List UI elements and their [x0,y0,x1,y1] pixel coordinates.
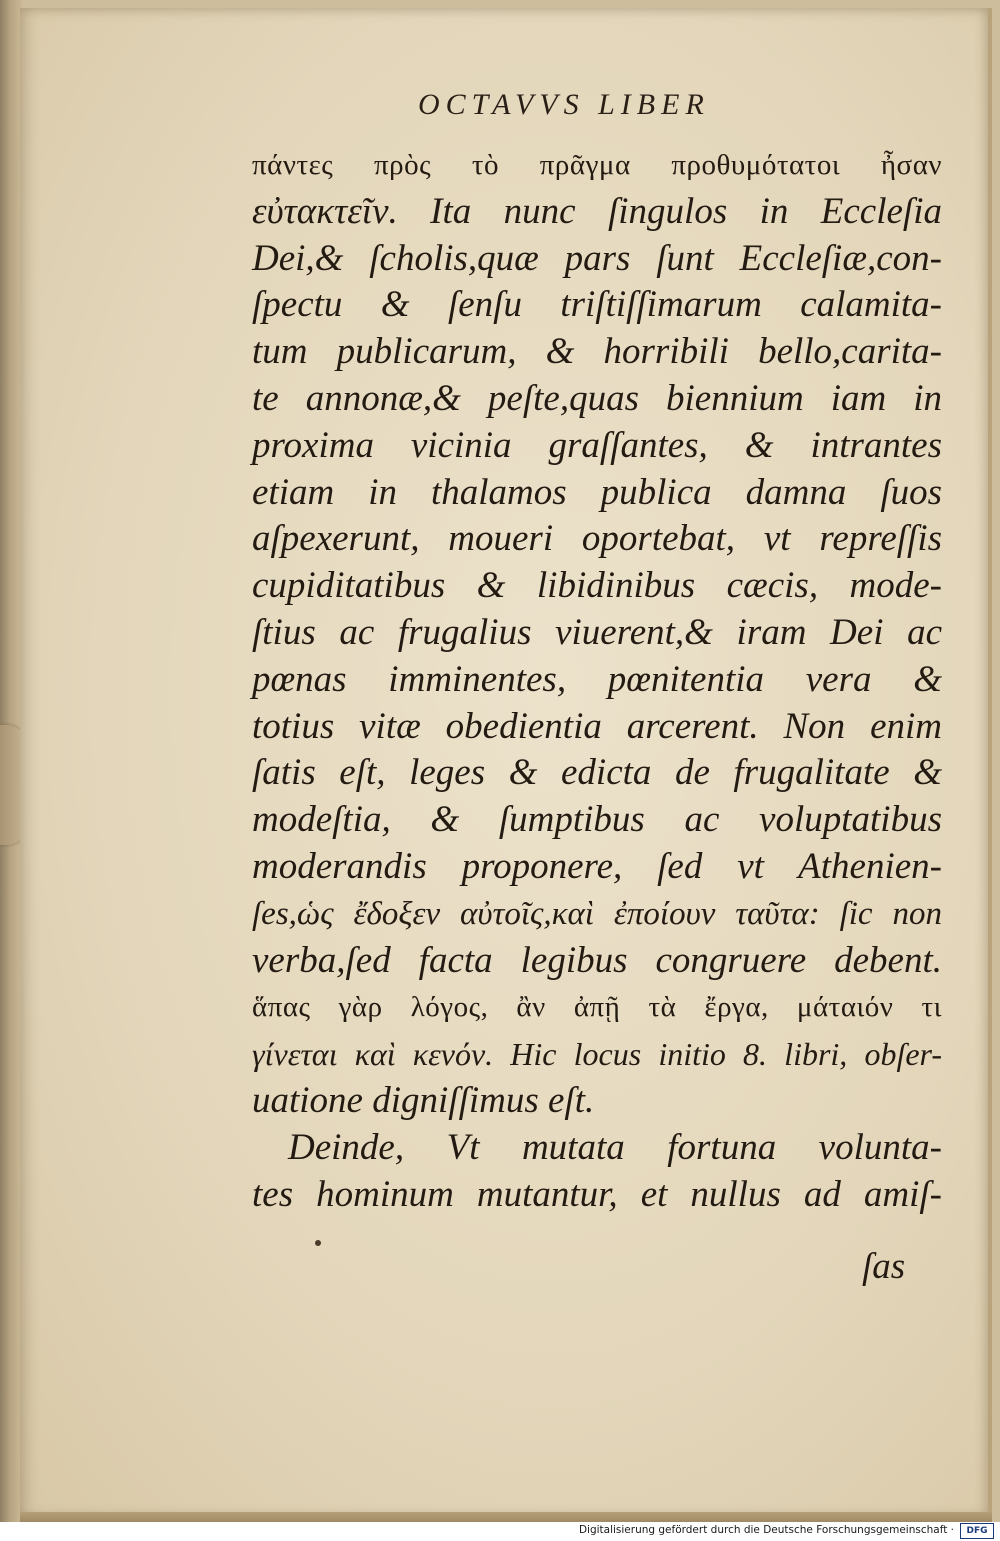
text-line: Deinde, Vt mutata fortuna volunta- [288,1126,942,1168]
text-line: ſes,ὡς ἔδοξεν αὐτοῖς,καὶ ἐποίουν ταῦτα: ſic non [252,895,942,932]
text-line: γίνεται καὶ κενόν. Hic locus initio 8. libri, obſer- [252,1036,942,1073]
running-title: OCTAVVS LIBER [418,88,710,121]
text-line: te annonæ,& peſte,quas biennium iam in [252,377,942,419]
text-line: proxima vicinia graſſantes, & intrantes [252,424,942,466]
text-line: uatione digniſſimus eſt. [252,1079,595,1121]
text-line: modeſtia, & ſumptibus ac voluptatibus [252,799,942,841]
text-line: ſtius ac frugalius viuerent,& iram Dei ac [252,611,942,653]
text-line: aſpexerunt, moueri oportebat, vt repreſſis [252,518,942,560]
text-line: totius vitæ obedientia arcerent. Non enim [252,705,942,747]
catchword: ſas [862,1246,906,1287]
body-text [252,142,942,1218]
ink-mark [315,1240,321,1246]
text-line: tes hominum mutantur, et nullus ad amiſ- [252,1173,942,1215]
text-line: Dei,& ſcholis,quæ pars ſunt Eccleſiæ,con- [252,237,942,279]
footer-credit: Digitalisierung gefördert durch die Deutsche Forschungsgemeinschaft · [578,1524,954,1536]
text-line: verba,ſed facta legibus congruere debent. [252,939,942,981]
digitization-footer [0,1522,1000,1541]
text-line: etiam in thalamos publica damna ſuos [252,471,942,513]
text-line: tum publicarum, & horribili bello,carita- [252,331,942,373]
text-line: ἅπας γὰρ λόγος, ἂν ἀπῇ τὰ ἔργα, μάταιόν τι [252,991,942,1024]
text-line: πάντες πρὸς τὸ πρᾶγμα προθυμότατοι ἦσαν [252,149,942,181]
text-line: pœnas imminentes, pœnitentia vera & [252,658,942,700]
page-bottom-edge [20,1512,992,1522]
text-line: ſpectu & ſenſu triſtiſſimarum calamita- [252,284,942,326]
text-line: moderandis proponere, ſed vt Athenien- [252,845,942,887]
dfg-logo-icon: DFG [960,1523,994,1539]
text-line: ſatis eſt, leges & edicta de frugalitate & [252,752,942,794]
text-line: εὐτακτεῖν. Ita nunc ſingulos in Eccleſia [252,190,942,232]
text-line: cupiditatibus & libidinibus cæcis, mode- [252,565,942,607]
